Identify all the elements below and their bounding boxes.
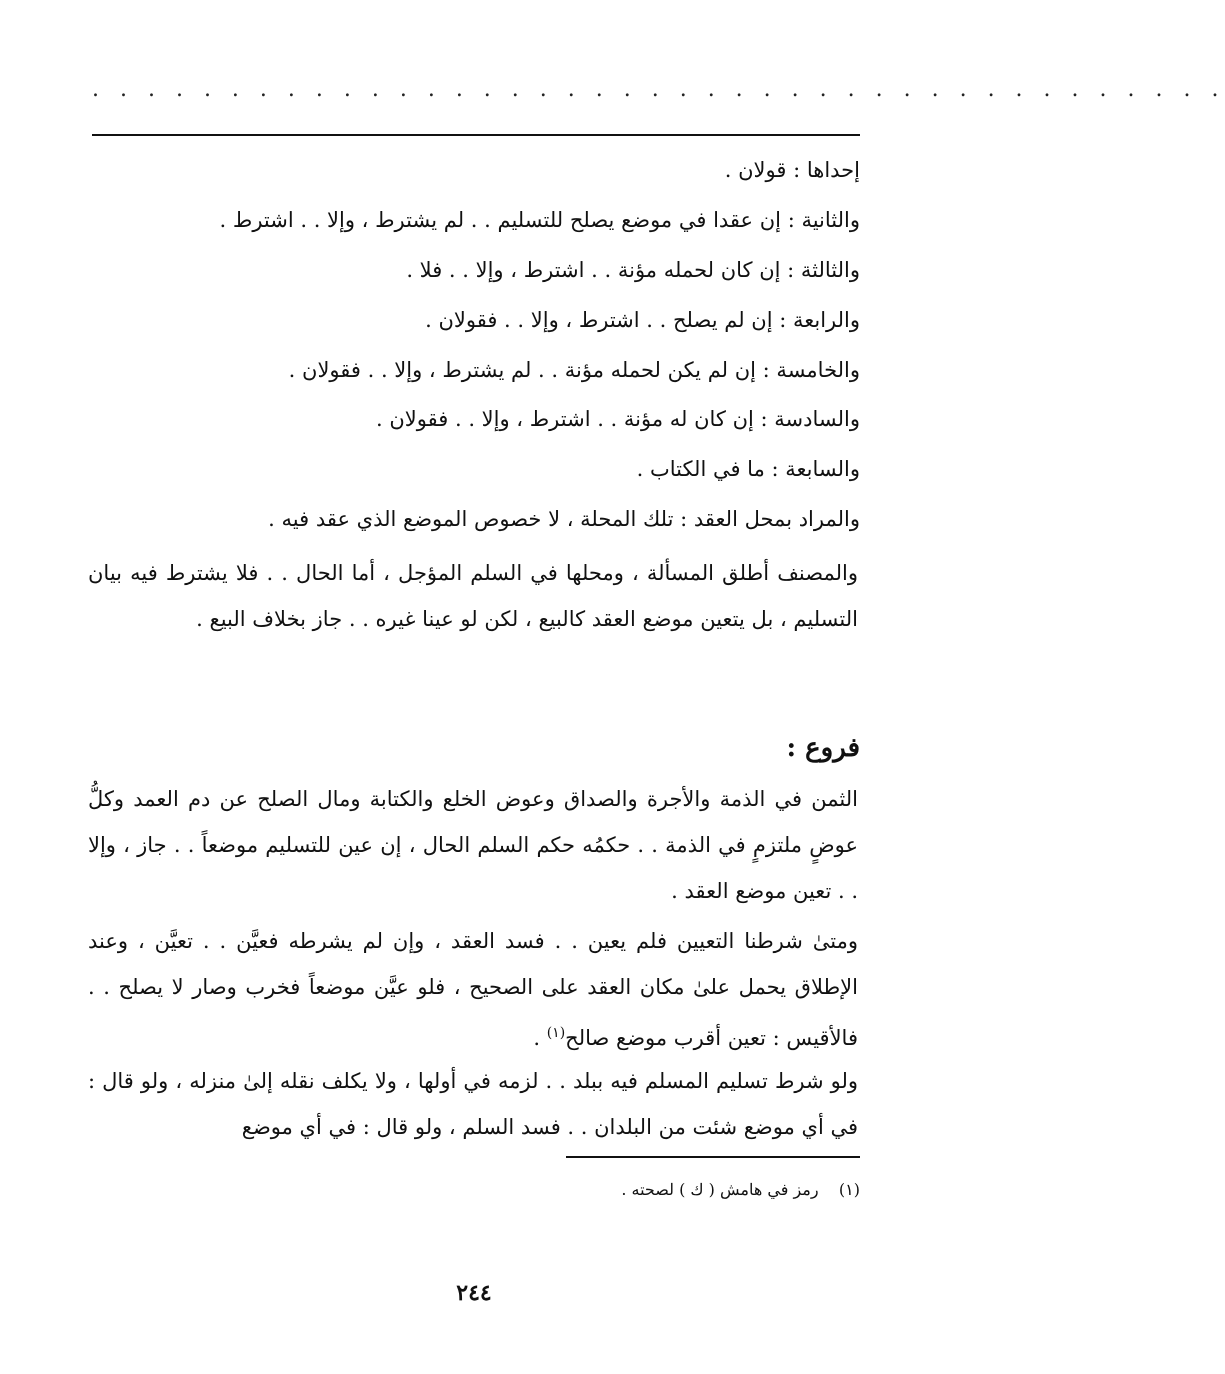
paragraph [88,918,858,1061]
footnote-rule [566,1156,860,1158]
text-line: والثالثة : إن كان لحمله مؤنة . . اشترط ، وإلا . . فلا . [406,258,860,282]
footnote [621,1180,860,1199]
header-rule [92,134,860,136]
text-line: إحداها : قولان . [724,158,860,182]
text-line: والرابعة : إن لم يصلح . . اشترط ، وإلا . . فقولان . [425,308,860,332]
footnote-text: رمز في هامش ( ك ) لصحته . [621,1180,819,1199]
paragraph: الثمن في الذمة والأجرة والصداق وعوض الخلع والكتابة ومال الصلح عن دم العمد وكلُّ عوضٍ ملتزمٍ في الذمة . . حكمُه حكم السلم الحال ، إن عين للتسليم موضعاً . . جاز ، وإلا . . تعين موضع العقد . [88,787,858,903]
footnote-number: (١) [838,1180,860,1199]
section-heading: فروع : [786,733,860,763]
footnote-reference: (١) [546,1025,566,1041]
text-line: والمراد بمحل العقد : تلك المحلة ، لا خصوص الموضع الذي عقد فيه . [268,507,860,531]
text-line: والسابعة : ما في الكتاب . [636,457,860,481]
paragraph-text: ومتىٰ شرطنا التعيين فلم يعين . . فسد العقد ، وإن لم يشرطه فعيَّن . . تعيَّن ، وعند الإطلاق يحمل علىٰ مكان العقد على الصحيح ، فلو عيَّن موضعاً فخرب وصار لا يصلح . . فالأقيس : تعين أقرب موضع صالح [88,929,858,1050]
paragraph: ولو شرط تسليم المسلم فيه ببلد . . لزمه في أولها ، ولا يكلف نقله إلىٰ منزله ، ولو قال : في أي موضع شئت من البلدان . . فسد السلم ، ولو قال : في أي موضع [88,1069,858,1139]
paragraph: والمصنف أطلق المسألة ، ومحلها في السلم المؤجل ، أما الحال . . فلا يشترط فيه بيان التسليم ، بل يتعين موضع العقد كالبيع ، لكن لو عينا غيره . . جاز بخلاف البيع . [88,561,858,631]
text-line: والثانية : إن عقدا في موضع يصلح للتسليم . . لم يشترط ، وإلا . . اشترط . [219,208,860,232]
header-dotted-line: . . . . . . . . . . . . . . . . . . . . . . . . . . . . . . . . . . . . . . . . . [92,77,1225,102]
text-line: والسادسة : إن كان له مؤنة . . اشترط ، وإلا . . فقولان . [376,407,860,431]
paragraph-end: . [533,1026,547,1050]
page-number: ٢٤٤ [456,1280,492,1306]
text-line: والخامسة : إن لم يكن لحمله مؤنة . . لم يشترط ، وإلا . . فقولان . [288,358,860,382]
